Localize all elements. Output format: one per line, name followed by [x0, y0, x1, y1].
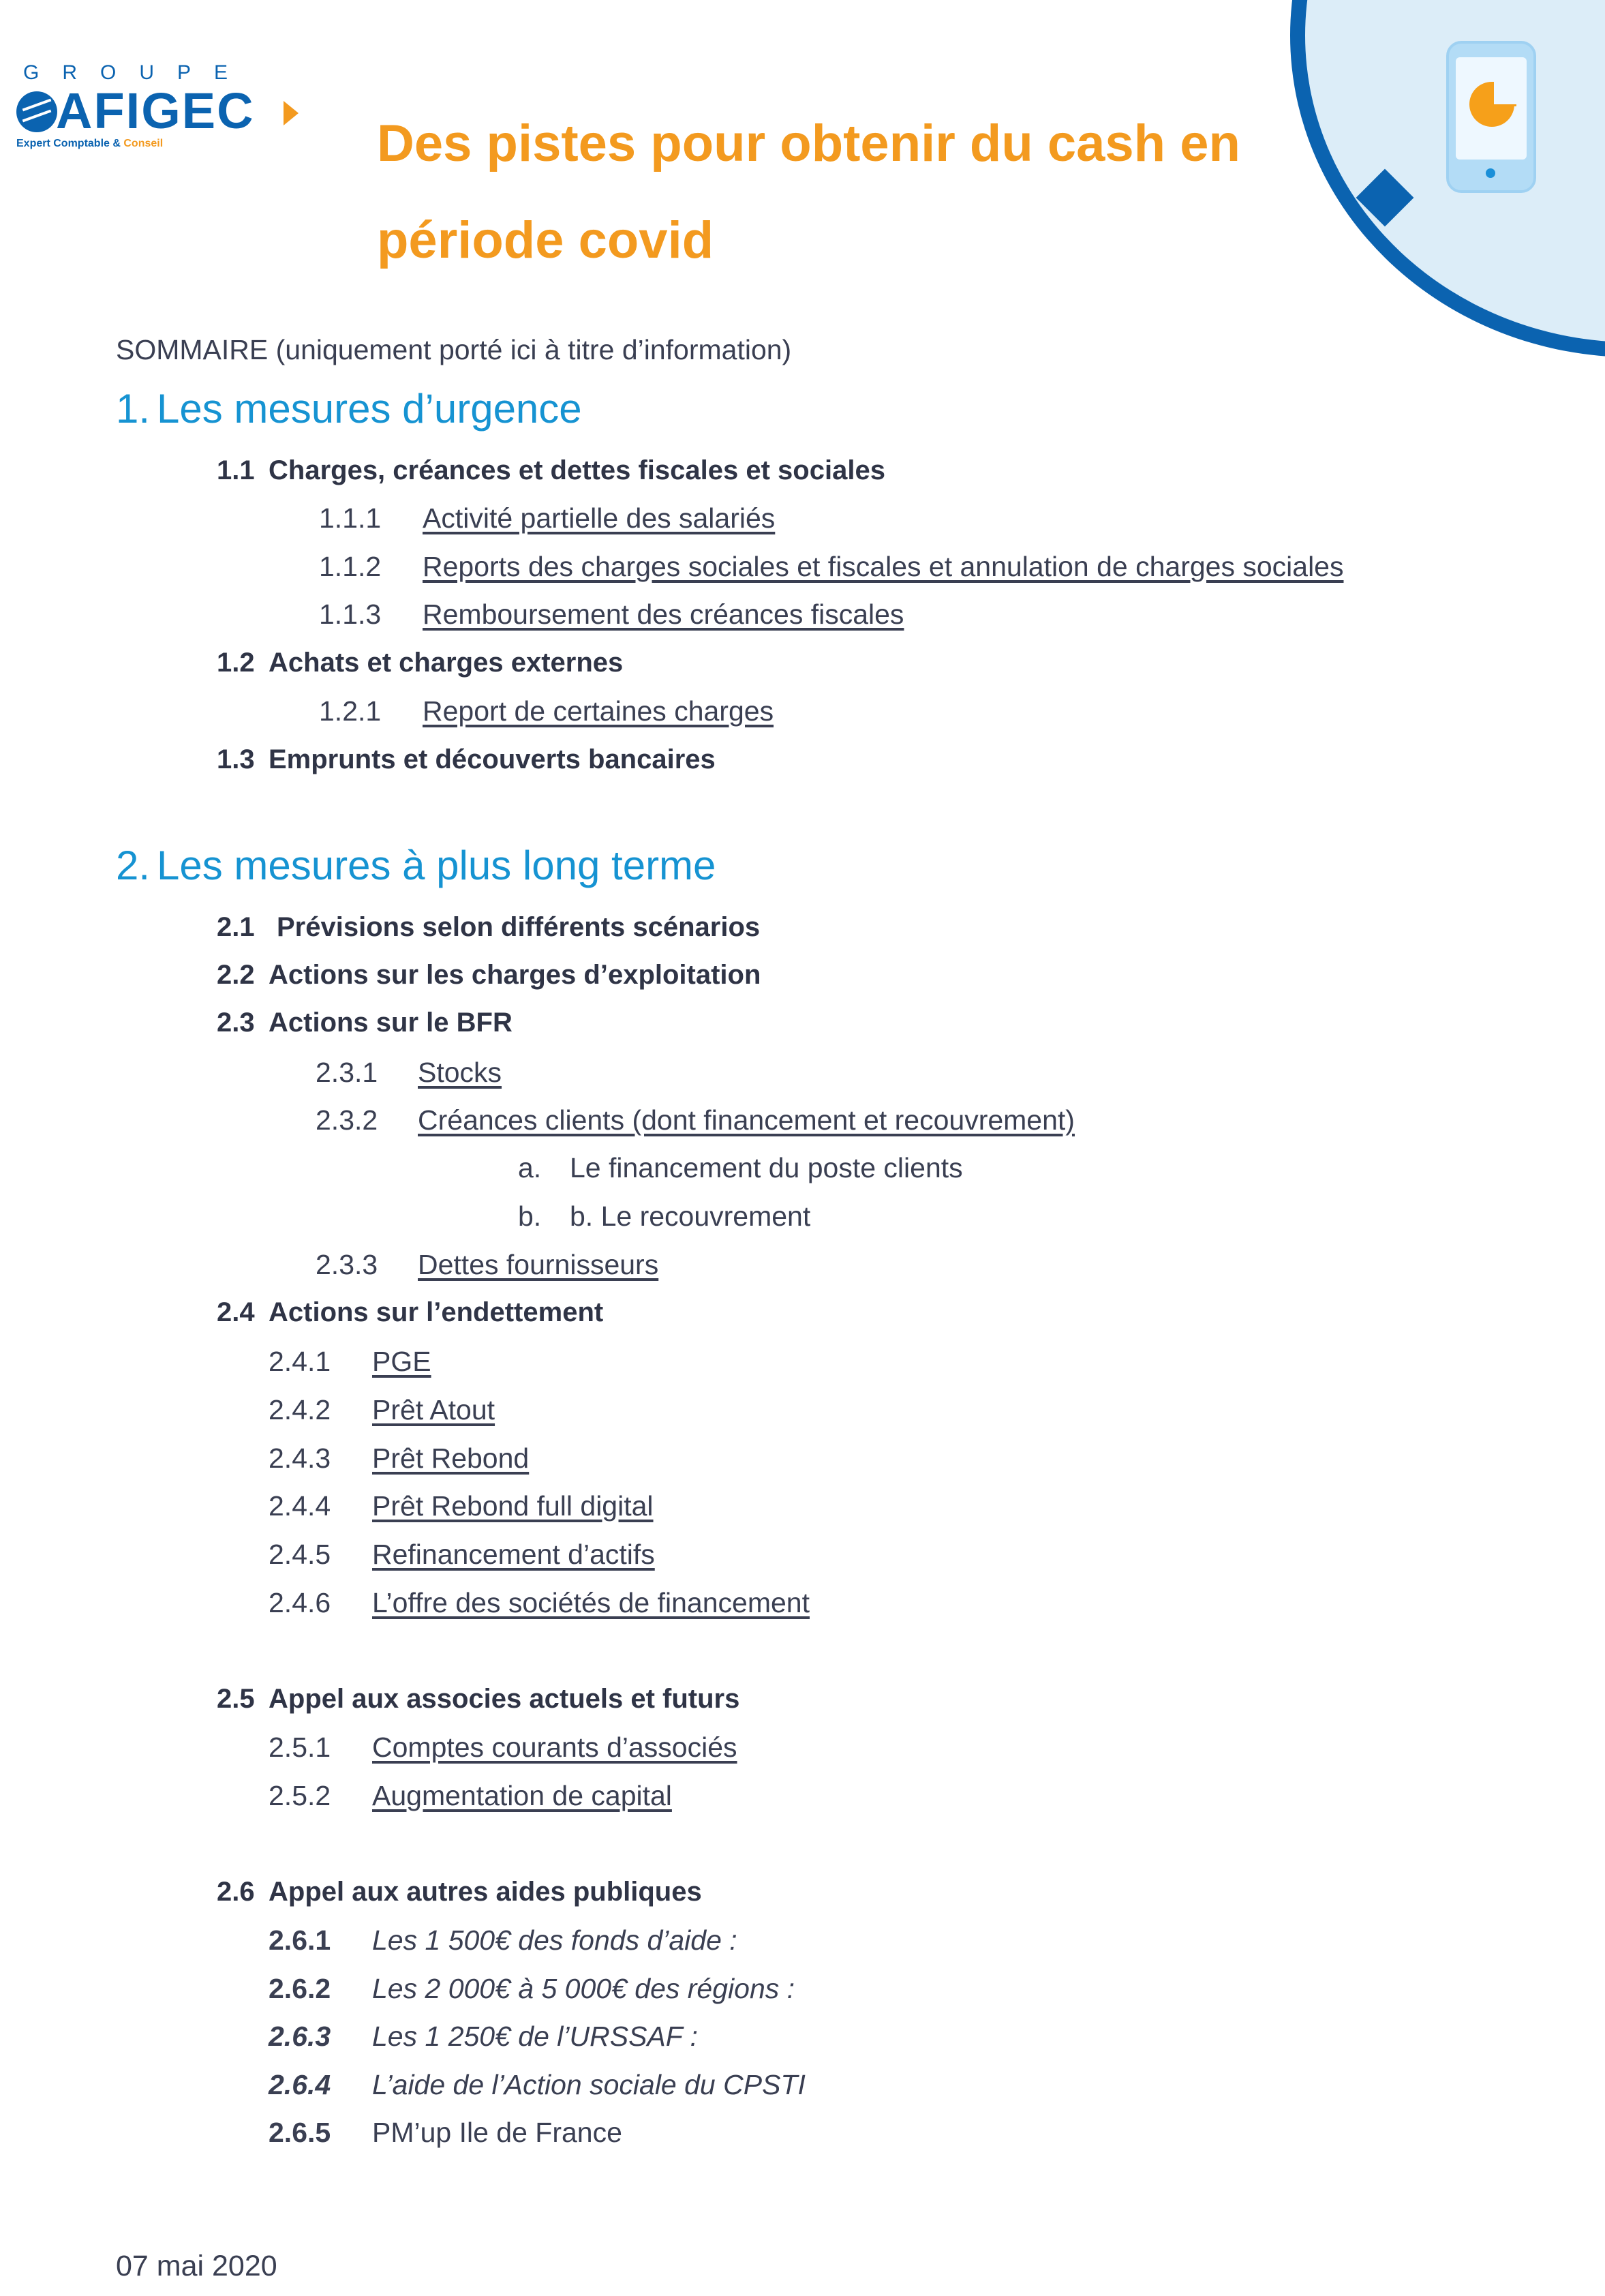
- logo-tagline-main: Expert Comptable &: [16, 138, 124, 149]
- toc-label: Actions sur l’endettement: [269, 1297, 604, 1327]
- toc-num: 2.5: [217, 1684, 255, 1714]
- toc-label: L’aide de l’Action sociale du CPSTI: [372, 2069, 806, 2100]
- toc-num: 2.6.2: [269, 1973, 331, 2004]
- toc-num: 1.2: [217, 648, 255, 678]
- toc-section-1-3[interactable]: [217, 744, 716, 775]
- logo-arrow-icon: [284, 101, 299, 125]
- toc-label: Les 1 250€ de l’URSSAF :: [372, 2021, 698, 2052]
- toc-label: Prévisions selon différents scénarios: [277, 912, 761, 942]
- toc-sub-a[interactable]: [518, 1152, 963, 1184]
- toc-label: Appel aux associes actuels et futurs: [269, 1684, 740, 1714]
- toc-link-text[interactable]: Prêt Rebond: [372, 1442, 530, 1474]
- toc-num: 2.4.6: [269, 1587, 331, 1618]
- toc-link-2-4-1[interactable]: [269, 1346, 431, 1378]
- toc-link-text[interactable]: Dettes fournisseurs: [418, 1249, 659, 1280]
- toc-link-text[interactable]: Reports des charges sociales et fiscales et annulation de charges sociales: [423, 551, 1344, 582]
- toc-num: 2.4.2: [269, 1394, 331, 1425]
- toc-num: 2.4.3: [269, 1442, 331, 1474]
- toc-section-2-2[interactable]: [217, 960, 761, 991]
- toc-link-1-1-1[interactable]: [319, 502, 775, 534]
- toc-link-text[interactable]: Prêt Rebond full digital: [372, 1490, 654, 1522]
- toc-num: 2.6: [217, 1877, 255, 1907]
- toc-section-2-4[interactable]: [217, 1297, 603, 1328]
- toc-link-2-4-4[interactable]: [269, 1490, 654, 1522]
- toc-label: Actions sur les charges d’exploitation: [269, 960, 761, 990]
- toc-link-2-4-5[interactable]: [269, 1539, 655, 1571]
- toc-num: 2.3.1: [316, 1057, 378, 1088]
- toc-label: Le financement du poste clients: [570, 1152, 963, 1183]
- toc-label: Actions sur le BFR: [269, 1008, 513, 1038]
- toc-num: a.: [518, 1152, 542, 1183]
- toc-section-1[interactable]: [116, 385, 582, 432]
- toc-section-2-6[interactable]: [217, 1877, 702, 1907]
- phone-home-button: [1486, 168, 1495, 178]
- toc-num: 1.1.3: [319, 599, 382, 630]
- footer-date: 07 mai 2020: [116, 2250, 277, 2282]
- toc-link-2-3-1[interactable]: [316, 1057, 502, 1089]
- toc-num: 2.6.4: [269, 2069, 331, 2100]
- toc-num: 1.1.1: [319, 502, 382, 534]
- toc-item-2-6-2[interactable]: [269, 1973, 795, 2005]
- pie-slice: [1492, 82, 1516, 106]
- toc-section-2-3[interactable]: [217, 1008, 513, 1038]
- toc-num: 1.: [116, 386, 151, 432]
- toc-num: 1.3: [217, 744, 255, 774]
- toc-label: Les 1 500€ des fonds d’aide :: [372, 1924, 737, 1956]
- toc-link-2-5-1[interactable]: [269, 1732, 737, 1764]
- toc-num: 1.1.2: [319, 551, 382, 582]
- toc-num: 2.4: [217, 1297, 255, 1327]
- toc-section-1-2[interactable]: [217, 648, 623, 678]
- toc-num: 2.3.2: [316, 1104, 378, 1136]
- toc-label: Appel aux autres aides publiques: [269, 1877, 702, 1907]
- toc-section-2-1[interactable]: [217, 912, 760, 943]
- toc-label: Achats et charges externes: [269, 648, 624, 678]
- toc-link-2-4-2[interactable]: [269, 1394, 495, 1426]
- toc-link-2-4-3[interactable]: [269, 1442, 529, 1475]
- toc-section-2[interactable]: [116, 842, 716, 889]
- toc-label: Les mesures d’urgence: [157, 386, 582, 432]
- toc-num: 2.4.5: [269, 1539, 331, 1570]
- toc-num: 2.6.3: [269, 2021, 331, 2052]
- toc-link-text[interactable]: Comptes courants d’associés: [372, 1732, 737, 1763]
- logo-groupe-text: GROUPE: [23, 61, 251, 84]
- phone-chart-icon: [1446, 41, 1536, 193]
- globe-icon: [16, 91, 57, 132]
- toc-link-text[interactable]: L’offre des sociétés de financement: [372, 1587, 810, 1618]
- toc-link-2-5-2[interactable]: [269, 1780, 672, 1812]
- toc-link-text[interactable]: Activité partielle des salariés: [423, 502, 776, 534]
- title-line-2: période covid: [377, 211, 714, 269]
- toc-section-2-5[interactable]: [217, 1684, 739, 1715]
- toc-num: 2.5.1: [269, 1732, 331, 1763]
- toc-num: 2.4.4: [269, 1490, 331, 1522]
- toc-link-text[interactable]: Refinancement d’actifs: [372, 1539, 655, 1570]
- toc-intro: SOMMAIRE (uniquement porté ici à titre d’information): [116, 334, 792, 365]
- document-title: [377, 95, 1263, 289]
- phone-screen: [1456, 57, 1527, 160]
- toc-item-2-6-4[interactable]: [269, 2069, 806, 2101]
- toc-link-2-3-3[interactable]: [316, 1249, 658, 1281]
- company-logo: [16, 61, 289, 164]
- toc-label: b. Le recouvrement: [570, 1200, 811, 1232]
- toc-num: 1.2.1: [319, 695, 382, 727]
- toc-label: PM’up Ile de France: [372, 2117, 622, 2148]
- toc-link-text[interactable]: PGE: [372, 1346, 431, 1377]
- toc-label: Charges, créances et dettes fiscales et sociales: [269, 455, 885, 485]
- toc-link-text[interactable]: Remboursement des créances fiscales: [423, 599, 904, 630]
- toc-link-text[interactable]: Créances clients (dont financement et recouvrement): [418, 1104, 1075, 1136]
- logo-wordmark: AFIGEC: [56, 82, 255, 139]
- toc-link-1-2-1[interactable]: [319, 695, 774, 727]
- toc-num: 1.1: [217, 455, 255, 485]
- toc-label: Les mesures à plus long terme: [157, 843, 716, 888]
- toc-num: 2.6.1: [269, 1924, 331, 1956]
- toc-link-1-1-2[interactable]: [319, 551, 1343, 583]
- toc-num: 2.3: [217, 1008, 255, 1038]
- logo-tagline-accent: Conseil: [123, 138, 164, 149]
- toc-link-text[interactable]: Prêt Atout: [372, 1394, 495, 1425]
- toc-link-2-4-6[interactable]: [269, 1587, 810, 1619]
- toc-num: 2.4.1: [269, 1346, 331, 1377]
- toc-item-2-6-1[interactable]: [269, 1924, 737, 1957]
- toc-section-1-1[interactable]: [217, 455, 885, 486]
- toc-num: 2.1: [217, 912, 255, 942]
- toc-num: 2.6.5: [269, 2117, 331, 2148]
- toc-num: 2.2: [217, 960, 255, 990]
- toc-num: 2.5.2: [269, 1780, 331, 1811]
- toc-num: 2.3.3: [316, 1249, 378, 1280]
- logo-tagline: [16, 138, 163, 150]
- toc-num: b.: [518, 1200, 542, 1232]
- toc-link-1-1-3[interactable]: [319, 599, 904, 631]
- toc-link-text[interactable]: Augmentation de capital: [372, 1780, 672, 1811]
- toc-link-2-3-2[interactable]: [316, 1104, 1075, 1136]
- toc-link-text[interactable]: Report de certaines charges: [423, 695, 774, 727]
- title-line-1: Des pistes pour obtenir du cash en: [377, 115, 1240, 172]
- toc-sub-b[interactable]: [518, 1200, 810, 1233]
- toc-label: Emprunts et découverts bancaires: [269, 744, 716, 774]
- toc-link-text[interactable]: Stocks: [418, 1057, 502, 1088]
- toc-item-2-6-5[interactable]: [269, 2117, 622, 2149]
- toc-item-2-6-3[interactable]: [269, 2021, 698, 2053]
- toc-num: 2.: [116, 843, 151, 888]
- toc-label: Les 2 000€ à 5 000€ des régions :: [372, 1973, 795, 2004]
